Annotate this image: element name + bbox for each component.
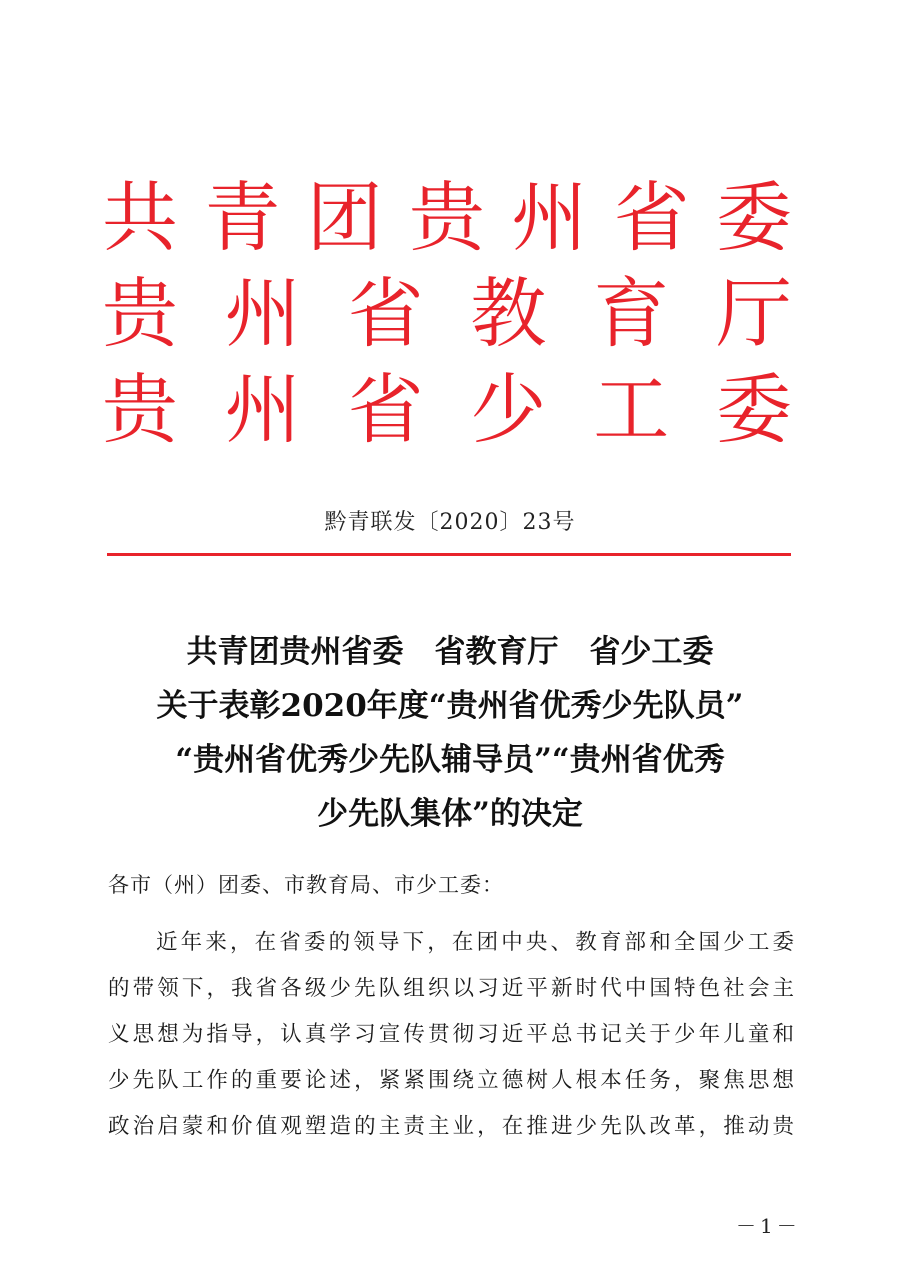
issuer-character: 州 bbox=[224, 269, 301, 358]
issuer-line-2 bbox=[102, 266, 792, 362]
issuer-character: 州 bbox=[224, 365, 301, 454]
issuer-character: 委 bbox=[715, 173, 792, 262]
issuer-character: 贵 bbox=[408, 173, 485, 262]
issuer-character: 贵 bbox=[102, 269, 178, 358]
body-line: 义思想为指导，认真学习宣传贯彻习近平总书记关于少年儿童和 bbox=[108, 1022, 794, 1047]
issuer-line-1 bbox=[102, 170, 792, 266]
issuing-authorities bbox=[102, 170, 792, 458]
issuer-character: 育 bbox=[593, 269, 670, 358]
red-divider-line bbox=[107, 553, 791, 556]
issuer-character: 教 bbox=[470, 269, 547, 358]
issuer-character: 州 bbox=[511, 173, 588, 262]
issuer-character: 青 bbox=[204, 173, 281, 262]
issuer-character: 工 bbox=[593, 365, 670, 454]
title-line: 少先队集体”的决定 bbox=[317, 796, 583, 832]
salutation: 各市（州）团委、市教育局、市少工委： bbox=[108, 873, 504, 897]
issuer-character: 团 bbox=[306, 173, 383, 262]
title-line: 共青团贵州省委 省教育厅 省少工委 bbox=[186, 634, 714, 670]
body-paragraph bbox=[108, 920, 794, 1150]
issuer-character: 厅 bbox=[715, 269, 792, 358]
title-line: “贵州省优秀少先队辅导员”“贵州省优秀 bbox=[175, 742, 725, 778]
issuer-character: 省 bbox=[347, 269, 424, 358]
issuer-character: 委 bbox=[715, 365, 792, 454]
page-number: －1－ bbox=[736, 1214, 801, 1238]
document-title bbox=[0, 625, 900, 841]
issuer-character: 省 bbox=[613, 173, 690, 262]
body-line: 政治启蒙和价值观塑造的主责主业，在推进少先队改革，推动贵 bbox=[108, 1114, 794, 1139]
body-line: 的带领下，我省各级少先队组织以习近平新时代中国特色社会主 bbox=[108, 976, 794, 1001]
title-line: 关于表彰2020年度“贵州省优秀少先队员” bbox=[156, 688, 744, 724]
issuer-character: 贵 bbox=[102, 365, 178, 454]
body-line: 近年来，在省委的领导下，在团中央、教育部和全国少工委 bbox=[156, 930, 794, 955]
body-line: 少先队工作的重要论述，紧紧围绕立德树人根本任务，聚焦思想 bbox=[108, 1068, 794, 1093]
issuer-character: 少 bbox=[470, 365, 547, 454]
issuer-character: 共 bbox=[102, 173, 178, 262]
issuer-line-3 bbox=[102, 362, 792, 458]
document-number: 黔青联发〔2020〕23号 bbox=[324, 510, 576, 535]
issuer-character: 省 bbox=[347, 365, 424, 454]
